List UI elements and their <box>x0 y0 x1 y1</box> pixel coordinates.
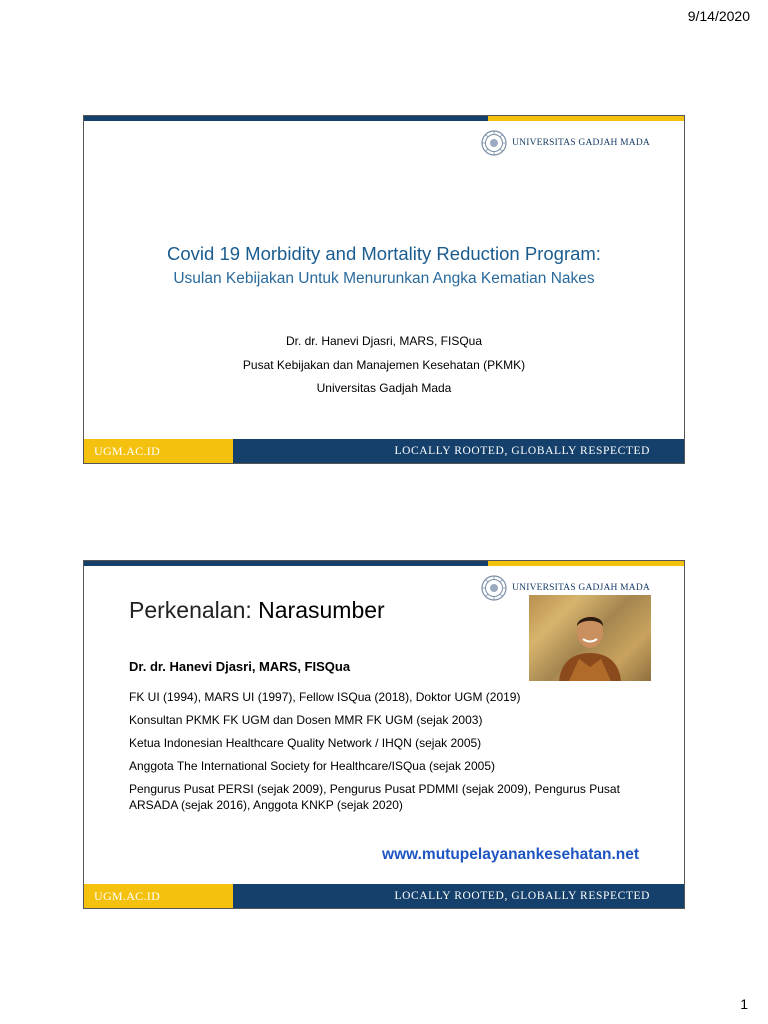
speaker-credentials <box>129 689 649 820</box>
page-number: 1 <box>740 996 748 1012</box>
university-name: Universitas Gadjah Mada <box>316 381 452 395</box>
footer-tagline: LOCALLY ROOTED, GLOBALLY RESPECTED <box>394 445 650 457</box>
ugm-seal-icon <box>481 130 507 156</box>
list-item: Anggota The International Society for Healthcare/ISQua (sejak 2005) <box>129 759 495 773</box>
heading-prefix: Perkenalan: <box>129 597 252 623</box>
list-item: Ketua Indonesian Healthcare Quality Network / IHQN (sejak 2005) <box>129 736 482 750</box>
list-item: Konsultan PKMK FK UGM dan Dosen MMR FK UGM (sejak 2003) <box>129 713 483 727</box>
print-date: 9/14/2020 <box>687 8 750 24</box>
speaker-portrait-icon <box>529 595 651 681</box>
footer-url: UGM.AC.ID <box>84 884 233 908</box>
slide-subtitle: Usulan Kebijakan Untuk Menurunkan Angka Kematian Nakes <box>173 270 595 287</box>
slide-title <box>83 115 685 464</box>
institution-name: Pusat Kebijakan dan Manajemen Kesehatan (PKMK) <box>242 358 526 372</box>
logo-text: UNIVERSITAS GADJAH MADA <box>512 583 650 593</box>
website-link[interactable]: www.mutupelayanankesehatan.net <box>382 846 639 863</box>
logo-text: UNIVERSITAS GADJAH MADA <box>512 138 650 148</box>
footer-url: UGM.AC.ID <box>84 439 233 463</box>
list-item: Pengurus Pusat PERSI (sejak 2009), Pengurus Pusat PDMMI (sejak 2009), Pengurus Pusat ARSADA (sejak 2016), Anggota KNKP (sejak 2020) <box>129 782 620 812</box>
slide-footer <box>84 884 684 908</box>
ugm-logo <box>481 130 650 156</box>
speaker-name: Dr. dr. Hanevi Djasri, MARS, FISQua <box>129 659 351 674</box>
slide-footer <box>84 439 684 463</box>
author-name: Dr. dr. Hanevi Djasri, MARS, FISQua <box>285 334 483 348</box>
heading-accent: Narasumber <box>258 597 385 623</box>
ugm-seal-icon <box>481 575 507 601</box>
list-item: FK UI (1994), MARS UI (1997), Fellow ISQua (2018), Doktor UGM (2019) <box>129 690 521 704</box>
speaker-photo <box>529 595 651 681</box>
slide-title-text: Covid 19 Morbidity and Mortality Reduction Program: <box>167 243 601 264</box>
slide-speaker-intro <box>83 560 685 909</box>
slide-heading <box>129 597 385 624</box>
slide-top-bar <box>84 116 684 121</box>
footer-tagline: LOCALLY ROOTED, GLOBALLY RESPECTED <box>394 890 650 902</box>
slide-top-bar <box>84 561 684 566</box>
